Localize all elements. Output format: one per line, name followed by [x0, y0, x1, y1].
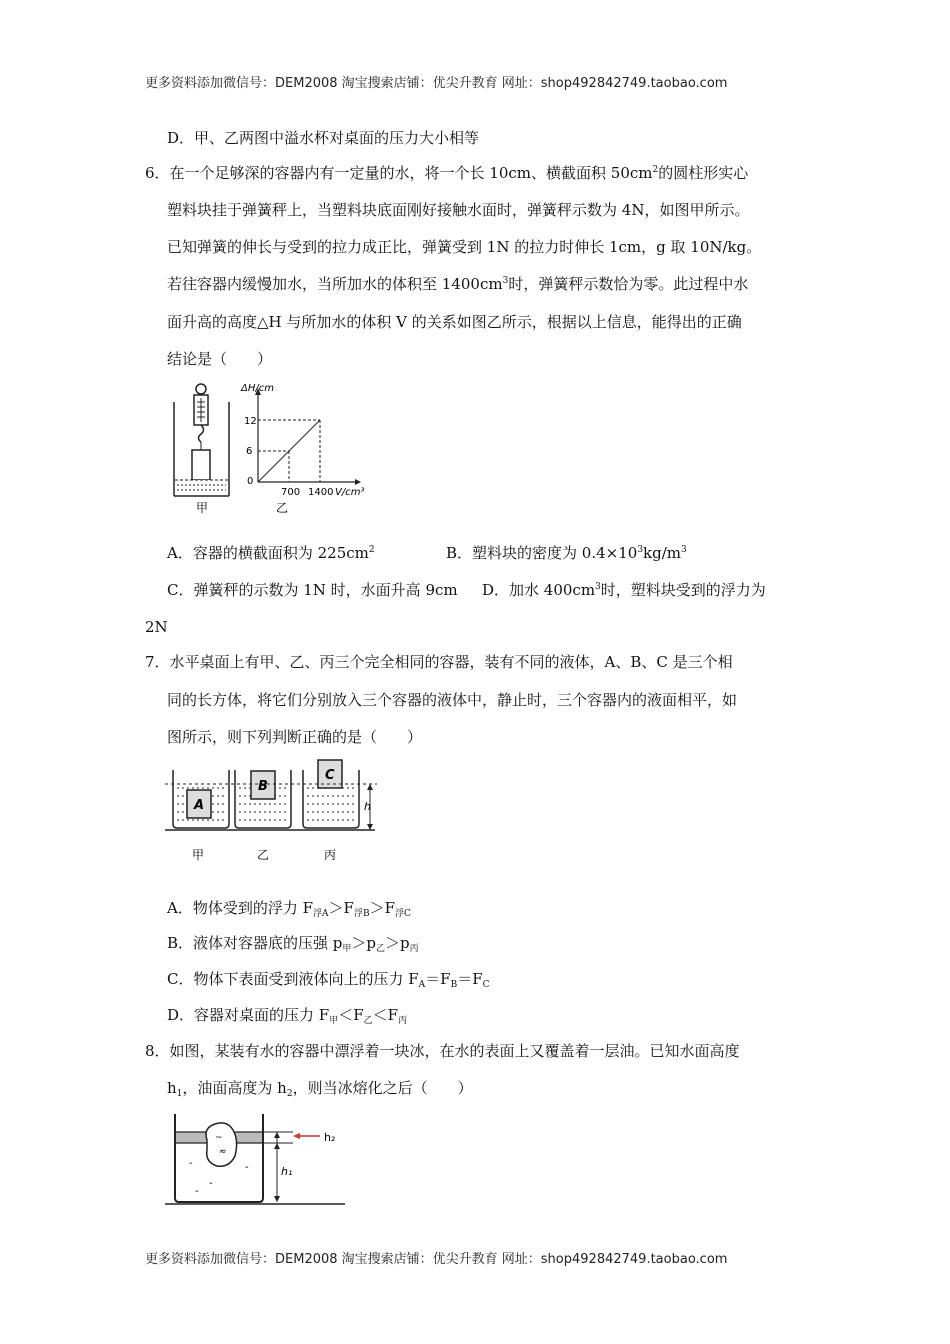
fig-caption-yi: 乙: [257, 848, 270, 862]
q6-option-b: B．塑料块的密度为 $0.4\times 10^3kg/m^3$: [446, 544, 687, 562]
q7-option-d: D．容器对桌面的压力 $F_甲<F_乙<F_丙$: [167, 1006, 408, 1026]
q6-option-a: A．容器的横截面积为 $225cm^2$: [167, 544, 375, 562]
q7-option-a: A．物体受到的浮力 $F_{浮A}>F_{浮B}>F_{浮C}$: [167, 899, 411, 919]
svg-text:≈: ≈: [219, 1147, 227, 1157]
graph-y-tick-6: 6: [246, 446, 253, 457]
graph-y-tick-0: 0: [247, 476, 254, 487]
svg-text:-: -: [209, 1178, 213, 1189]
fig-caption-bing: 丙: [324, 848, 337, 862]
q5-option-d: D．甲、乙两图中溢水杯对桌面的压力大小相等: [167, 129, 480, 147]
block-c-label: C: [325, 768, 335, 783]
graph-dh-vs-v: [255, 388, 361, 485]
q7-figure: [165, 758, 385, 868]
svg-text:-: -: [245, 1162, 249, 1173]
graph-y-tick-12: 12: [244, 416, 257, 427]
height-h-label: h: [364, 800, 371, 813]
height-h1-label: h₁: [281, 1165, 293, 1178]
fig-caption-jia: 甲: [196, 501, 209, 515]
block-b-label: B: [258, 779, 268, 794]
q6-option-c: C．弹簧秤的示数为 1N 时，水面升高 9cm: [167, 581, 458, 599]
q8-line-2: $h_1$，油面高度为 $h_2$，则当冰熔化之后（ ）: [167, 1079, 473, 1099]
q6-option-d-cont: 2N: [145, 618, 168, 636]
q7-line-3: 图所示，则下列判断正确的是（ ）: [167, 728, 423, 746]
svg-text:-: -: [189, 1158, 193, 1169]
block-a-label: A: [194, 798, 205, 813]
q8-figure: [165, 1110, 355, 1210]
q6-line-2: 塑料块挂于弹簧秤上，当塑料块底面刚好接触水面时，弹簧秤示数为 4N，如图甲所示。: [167, 201, 750, 219]
page-footer: 更多资料添加微信号：DEM2008 淘宝搜索店铺：优尖升教育 网址：shop492842749.taobao.com: [145, 1252, 728, 1267]
fig-caption-yi: 乙: [276, 501, 289, 515]
q6-line-1: 6．在一个足够深的容器内有一定量的水，将一个长 10cm、横截面积 $50cm^2$的圆柱形实心: [145, 164, 749, 182]
page-header: 更多资料添加微信号：DEM2008 淘宝搜索店铺：优尖升教育 网址：shop492842749.taobao.com: [145, 76, 728, 91]
q8-line-1: 8．如图，某装有水的容器中漂浮着一块冰，在水的表面上又覆盖着一层油。已知水面高度: [145, 1042, 740, 1060]
spring-scale-apparatus: [174, 384, 229, 496]
q7-option-b: B．液体对容器底的压强 $p_甲>p_乙>p_丙$: [167, 934, 419, 954]
q6-line-5: 面升高的高度△H 与所加水的体积 V 的关系如图乙所示，根据以上信息，能得出的正确: [167, 313, 742, 331]
q7-line-1: 7．水平桌面上有甲、乙、丙三个完全相同的容器，装有不同的液体，A、B、C 是三个相: [145, 653, 733, 671]
q7-option-c: C．物体下表面受到液体向上的压力 $F_A=F_B=F_C$: [167, 970, 490, 990]
graph-x-tick-700: 700: [281, 487, 301, 498]
q6-figure: [168, 380, 378, 520]
q6-option-d: D．加水 $400cm^3$时，塑料块受到的浮力为: [482, 581, 766, 599]
fig-caption-jia: 甲: [192, 848, 205, 862]
graph-x-label: V/cm³: [335, 487, 365, 498]
svg-text:-: -: [195, 1186, 199, 1197]
q7-line-2: 同的长方体，将它们分别放入三个容器的液体中，静止时，三个容器内的液面相平，如: [167, 691, 738, 709]
q6-line-4: 若往容器内缓慢加水，当所加水的体积至 $1400cm^3$时，弹簧秤示数恰为零。此过程中水: [167, 275, 749, 293]
ice-container: [175, 1114, 263, 1202]
graph-x-tick-1400: 1400: [308, 487, 334, 498]
q6-line-6: 结论是（ ）: [167, 350, 273, 368]
height-h2-label: h₂: [324, 1131, 336, 1144]
q6-line-3: 已知弹簧的伸长与受到的拉力成正比，弹簧受到 1N 的拉力时伸长 1cm，g 取 10N/kg。: [167, 238, 762, 256]
svg-text:~: ~: [215, 1133, 223, 1143]
graph-y-label: ΔH/cm: [241, 383, 274, 394]
